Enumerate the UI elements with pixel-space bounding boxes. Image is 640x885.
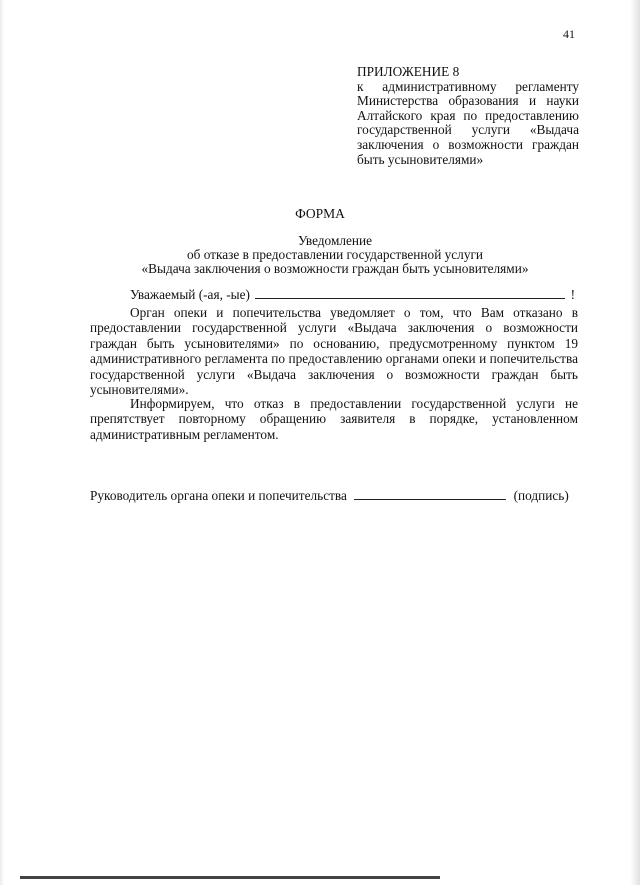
notice-heading-line-3: «Выдача заключения о возможности граждан быть усыновителями» bbox=[141, 260, 529, 276]
signature-hint: (подпись) bbox=[513, 488, 569, 503]
annex-title: ПРИЛОЖЕНИЕ 8 bbox=[357, 64, 460, 79]
signature-blank[interactable] bbox=[354, 488, 506, 500]
notice-heading bbox=[120, 234, 550, 275]
notice-heading-line-1: Уведомление bbox=[297, 233, 373, 248]
scan-edge-right bbox=[630, 0, 640, 885]
greeting-suffix: ! bbox=[570, 287, 576, 302]
annex-block bbox=[357, 65, 579, 167]
scan-artifact-line bbox=[20, 876, 440, 879]
greeting-prefix: Уважаемый (-ая, -ые) bbox=[130, 287, 250, 302]
scan-edge-left bbox=[0, 0, 4, 885]
form-title: ФОРМА bbox=[295, 206, 345, 221]
body-paragraph-1: Орган опеки и попечительства уведомляет о том, что Вам отказано в предоставлении государственной услуги «Выдача заключения о возможности граждан быть усыновителями» по основанию, предусмотренному пунктом 19 административного регламента по предоставлению органами опеки и попечительства государственной услуги «Выдача заключения о возможности граждан быть усыновителями». bbox=[90, 305, 578, 398]
body-paragraph-2: Информируем, что отказ в предоставлении государственной услуги не препятствует повторному обращению заявителя в порядке, установленном административным регламентом. bbox=[90, 396, 578, 442]
greeting-line bbox=[130, 287, 580, 303]
annex-text: к административному регламенту Министерства образования и науки Алтайского края по предоставлению государственной услуги «Выдача заключения о возможности граждан быть усыновителями» bbox=[357, 78, 579, 167]
recipient-name-blank[interactable] bbox=[255, 287, 565, 299]
signature-label: Руководитель органа опеки и попечительства bbox=[90, 488, 347, 503]
signature-line bbox=[90, 488, 580, 504]
page-number: 41 bbox=[563, 27, 575, 41]
notice-heading-line-2: об отказе в предоставлении государственной услуги bbox=[186, 246, 484, 262]
